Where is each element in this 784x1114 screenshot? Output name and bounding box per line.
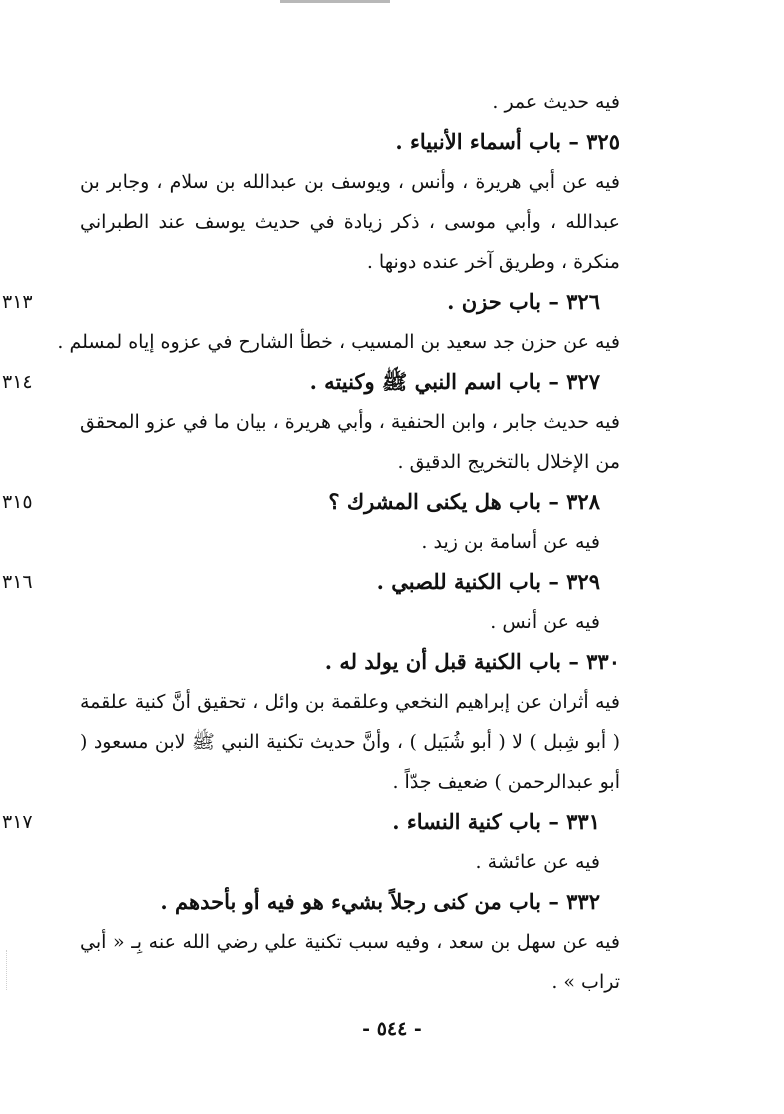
body-line <box>80 522 600 562</box>
body-paragraph <box>80 162 620 282</box>
body-paragraph <box>80 402 620 482</box>
line-text: فيه حديث عمر . <box>492 91 620 113</box>
heading-text: ٣٢٧ – باب اسم النبي ﷺ وكنيته . <box>309 369 600 394</box>
heading-text: ٣٢٨ – باب هل يكنى المشرك ؟ <box>328 489 600 514</box>
chapter-heading <box>2 802 600 842</box>
line-text: فيه عن عائشة . <box>475 851 600 873</box>
body-line <box>80 842 600 882</box>
chapter-heading <box>2 282 600 322</box>
heading-text: ٣٣٠ – باب الكنية قبل أن يولد له . <box>324 649 620 674</box>
body-line <box>57 322 620 362</box>
paragraph-text: فيه أثران عن إبراهيم النخعي وعلقمة بن وائل ، تحقيق أنَّ كنية علقمة ( أبو شِبل ) لا ( أبو شُبَيل ) ، وأنَّ حديث تكنية النبي ﷺ لابن مسعود ( أبو عبدالرحمن ) ضعيف جدّاً . <box>80 691 620 793</box>
reference-number: ٣١٤ <box>2 371 33 393</box>
margin-marks <box>6 950 9 990</box>
body-paragraph <box>80 682 620 802</box>
page-content <box>2 82 620 1002</box>
reference-number: ٣١٧ <box>2 811 33 833</box>
chapter-heading <box>2 362 600 402</box>
heading-text: ٣٣١ – باب كنية النساء . <box>392 809 600 834</box>
reference-number: ٣١٣ <box>2 291 33 313</box>
paragraph-text: فيه حديث جابر ، وابن الحنفية ، وأبي هريرة ، بيان ما في عزو المحقق من الإخلال بالتخريج الدقيق . <box>80 411 620 473</box>
line-text: فيه عن حزن جد سعيد بن المسيب ، خطأ الشارح في عزوه إياه لمسلم . <box>57 331 620 353</box>
heading-text: ٣٢٩ – باب الكنية للصبي . <box>376 569 600 594</box>
reference-number: ٣١٥ <box>2 491 33 513</box>
line-text: فيه عن أسامة بن زيد . <box>421 531 600 553</box>
heading-text: ٣٢٦ – باب حزن . <box>447 289 600 314</box>
chapter-heading <box>2 482 600 522</box>
page-number: - ٥٤٤ - <box>362 1018 422 1040</box>
body-line <box>80 602 600 642</box>
chapter-heading <box>2 562 600 602</box>
heading-text: ٣٣٢ – باب من كنى رجلاً بشيء هو فيه أو بأحدهم . <box>160 889 600 914</box>
line-text: فيه عن أنس . <box>490 611 600 633</box>
chapter-heading <box>80 122 620 162</box>
top-rule <box>280 0 390 3</box>
chapter-heading <box>80 642 620 682</box>
paragraph-text: فيه عن سهل بن سعد ، وفيه سبب تكنية علي رضي الله عنه بِـ « أبي تراب » . <box>80 931 620 993</box>
body-paragraph <box>80 922 620 1002</box>
reference-number: ٣١٦ <box>2 571 33 593</box>
chapter-heading <box>80 882 600 922</box>
heading-text: ٣٢٥ – باب أسماء الأنبياء . <box>395 129 620 154</box>
body-line <box>80 82 620 122</box>
paragraph-text: فيه عن أبي هريرة ، وأنس ، ويوسف بن عبدالله بن سلام ، وجابر بن عبدالله ، وأبي موسى ، ذكر زيادة في حديث يوسف عند الطبراني منكرة ، وطريق آخر عنده دونها . <box>80 171 620 273</box>
